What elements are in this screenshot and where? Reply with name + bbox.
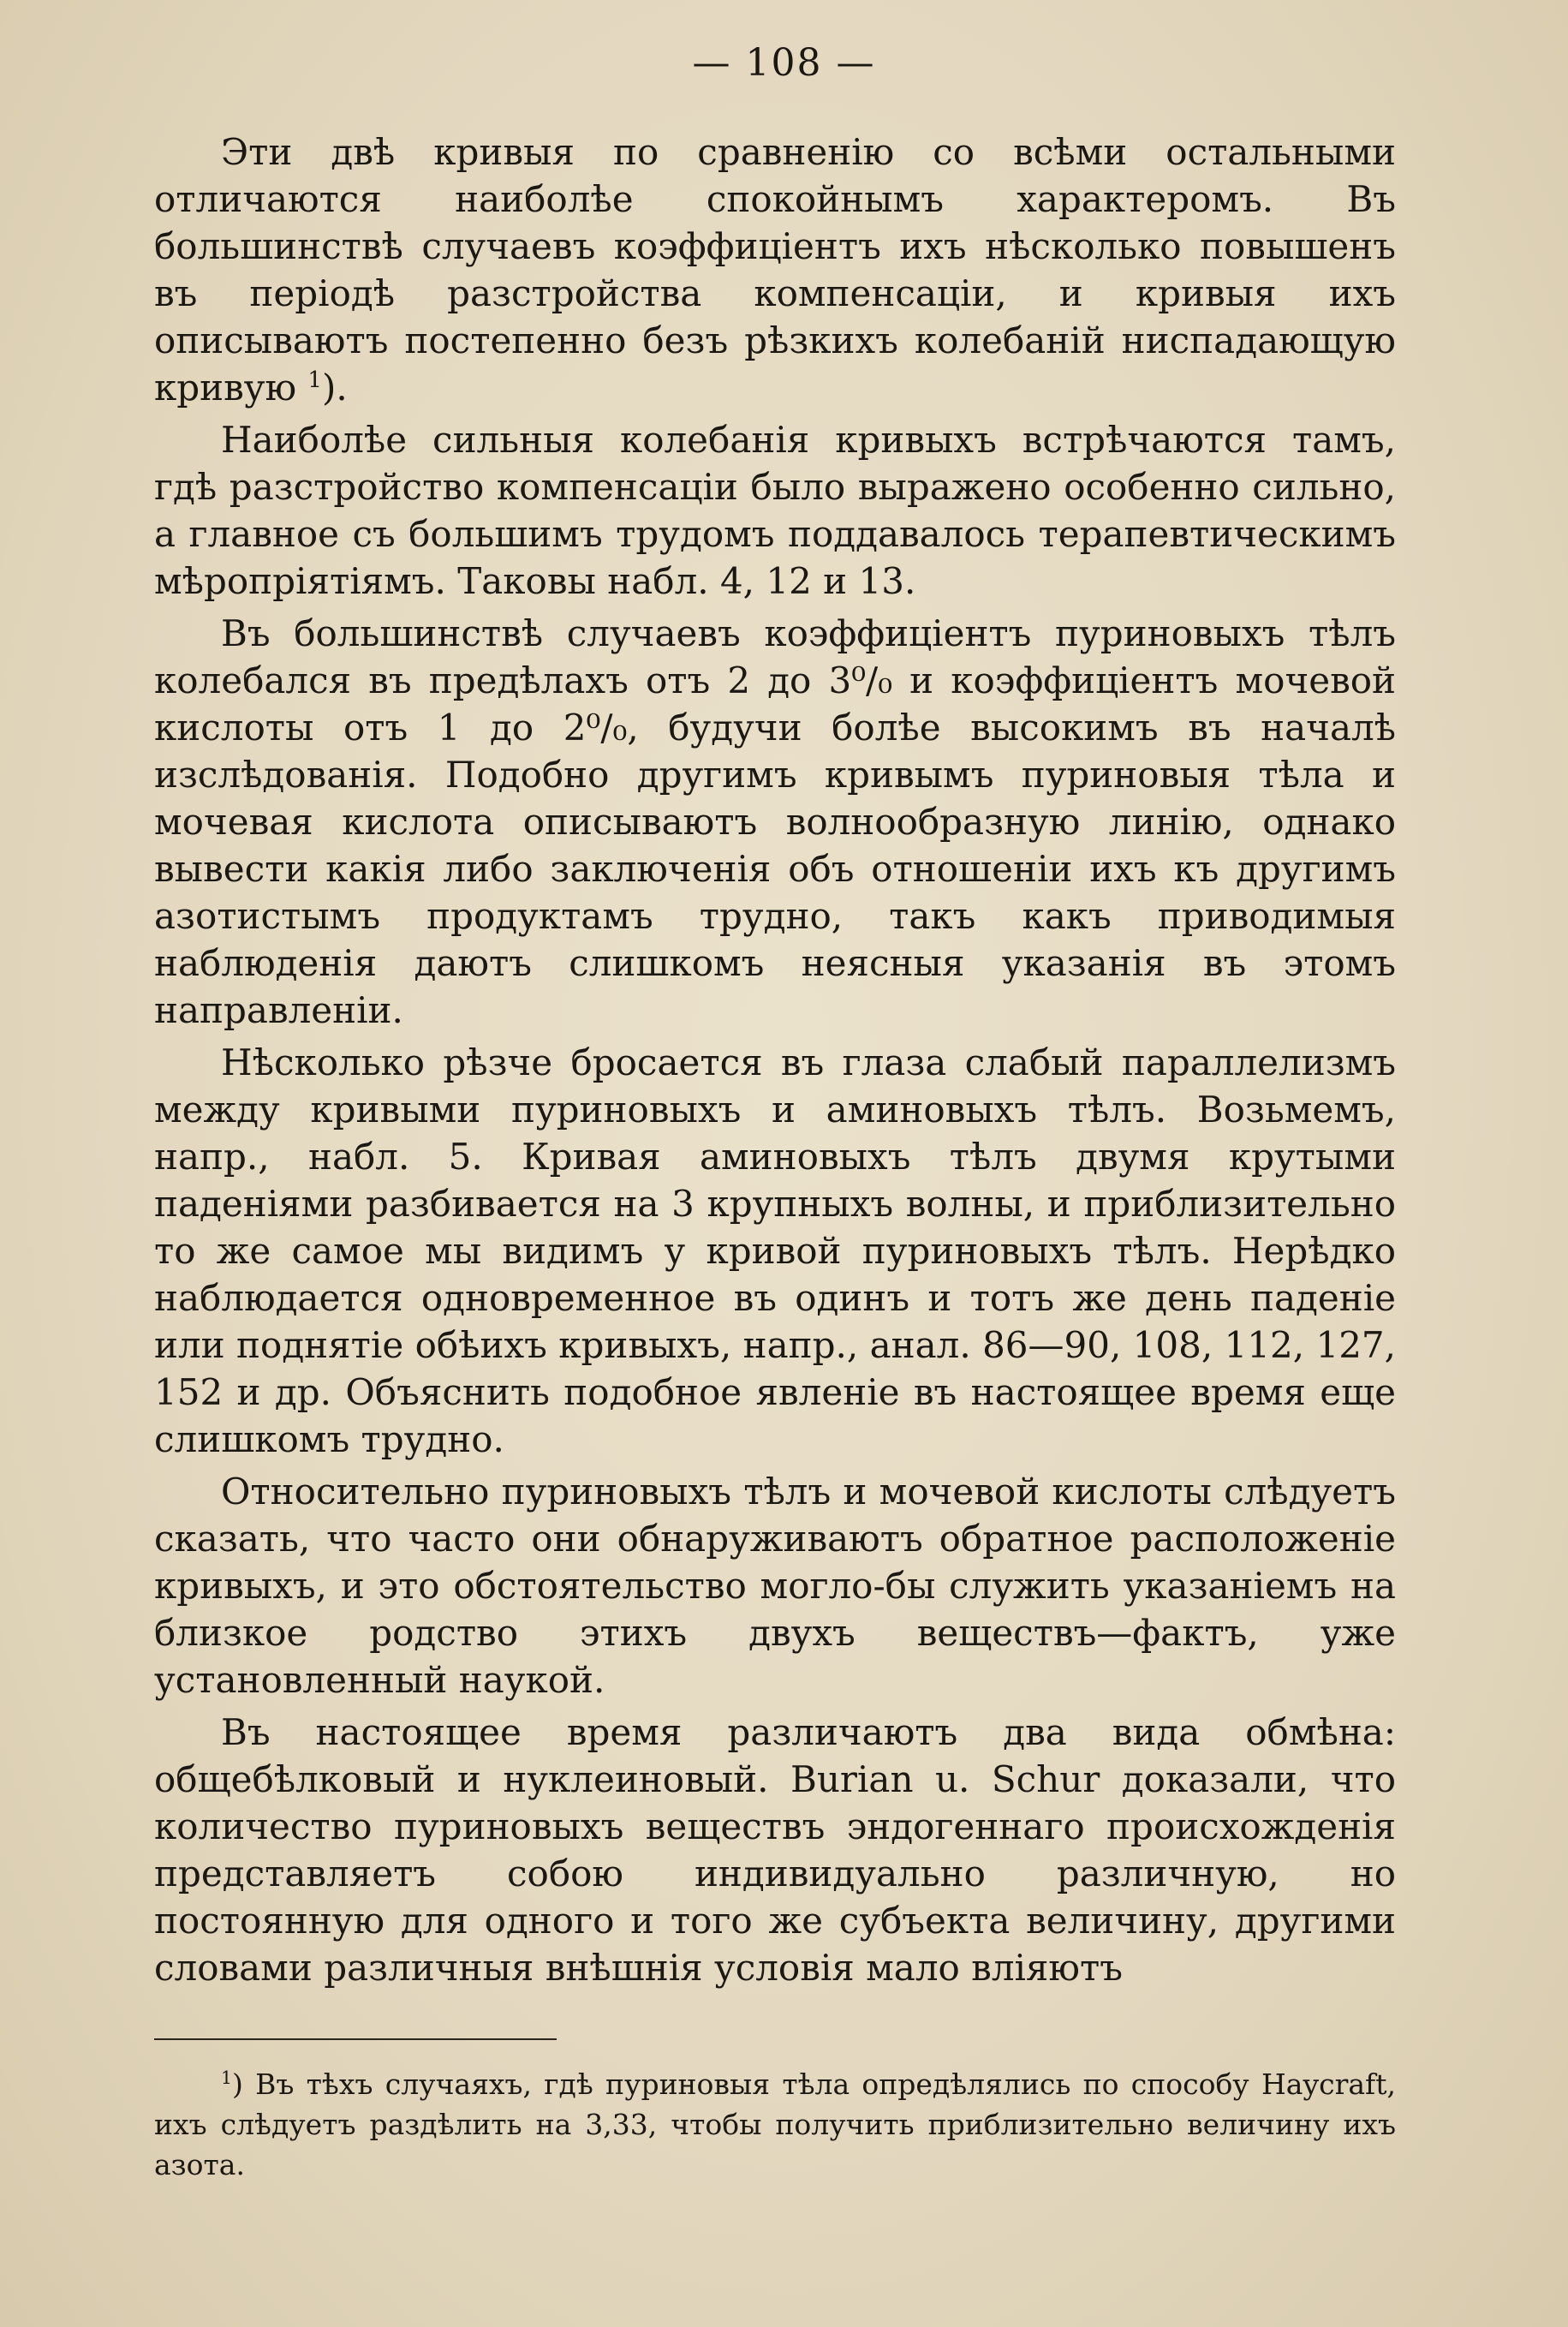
- paragraph-5: Относительно пуриновыхъ тѣлъ и мочевой кислоты слѣдуетъ сказать, что часто они обнаруживаютъ обратное расположеніе кривыхъ, и это обстоятельство могло-бы служить указаніемъ на близкое родство этихъ двухъ веществъ—фактъ, уже установленный наукой.: [154, 1471, 1396, 1701]
- paragraph-1-text: Эти двѣ кривыя по сравненію со всѣми остальными отличаются наиболѣе спокойнымъ характеромъ. Въ большинствѣ случаевъ коэффиціентъ ихъ нѣсколько повышенъ въ періодѣ разстройства компенсаціи, и кривыя ихъ описываютъ постепенно безъ рѣзкихъ колебаній ниспадающую кривую: [154, 131, 1396, 409]
- paragraph-4: Нѣсколько рѣзче бросается въ глаза слабый параллелизмъ между кривыми пуриновыхъ и аминовыхъ тѣлъ. Возьмемъ, напр., набл. 5. Кривая аминовыхъ тѣлъ двумя крутыми паденіями разбивается на 3 крупныхъ волны, и приблизительно то же самое мы видимъ у кривой пуриновыхъ тѣлъ. Нерѣдко наблюдается одновременное въ одинъ и тотъ же день паденіе или поднятіе обѣихъ кривыхъ, напр., анал. 86—90, 108, 112, 127, 152 и др. Объяснить подобное явленіе въ настоящее время еще слишкомъ трудно.: [154, 1041, 1396, 1460]
- paragraph-2: Наиболѣе сильныя колебанія кривыхъ встрѣчаются тамъ, гдѣ разстройство компенсаціи было выражено особенно сильно, а главное съ большимъ трудомъ поддавалось терапевтическимъ мѣропріятіямъ. Таковы набл. 4, 12 и 13.: [154, 419, 1396, 602]
- paragraph-3: Въ большинствѣ случаевъ коэффиціентъ пуриновыхъ тѣлъ колебался въ предѣлахъ отъ 2 до 3⁰/₀ и коэффиціентъ мочевой кислоты отъ 1 до 2⁰/₀, будучи болѣе высокимъ въ началѣ изслѣдованія. Подобно другимъ кривымъ пуриновыя тѣла и мочевая кислота описываютъ волнообразную линію, однако вывести какія либо заключенія объ отношеніи ихъ къ другимъ азотистымъ продуктамъ трудно, такъ какъ приводимыя наблюденія даютъ слишкомъ неясныя указанія въ этомъ направленіи.: [154, 612, 1396, 1031]
- paragraph-6: Въ настоящее время различаютъ два вида обмѣна: общебѣлковый и нуклеиновый. Burian u. Schur доказали, что количество пуриновыхъ веществъ эндогеннаго происхожденія представляетъ собою индивидуально различную, но постоянную для одного и того же субъекта величину, другими словами различныя внѣшнія условія мало вліяютъ: [154, 1711, 1396, 1989]
- body-text: [154, 128, 1396, 1996]
- paragraph-1-tail: ).: [321, 367, 348, 409]
- footnote: [154, 2064, 1396, 2185]
- footnote-text: ) Въ тѣхъ случаяхъ, гдѣ пуриновыя тѣла опредѣлялись по способу Haycraft, ихъ слѣдуетъ раздѣлить на 3,33, чтобы получить приблизительно величину ихъ азота.: [154, 2067, 1396, 2181]
- footnote-reference: 1: [307, 367, 322, 393]
- paragraph-1: [154, 128, 1396, 411]
- page-number: — 108 —: [692, 41, 876, 85]
- footnote-marker: 1: [221, 2067, 233, 2088]
- footnote-divider: [154, 2038, 557, 2040]
